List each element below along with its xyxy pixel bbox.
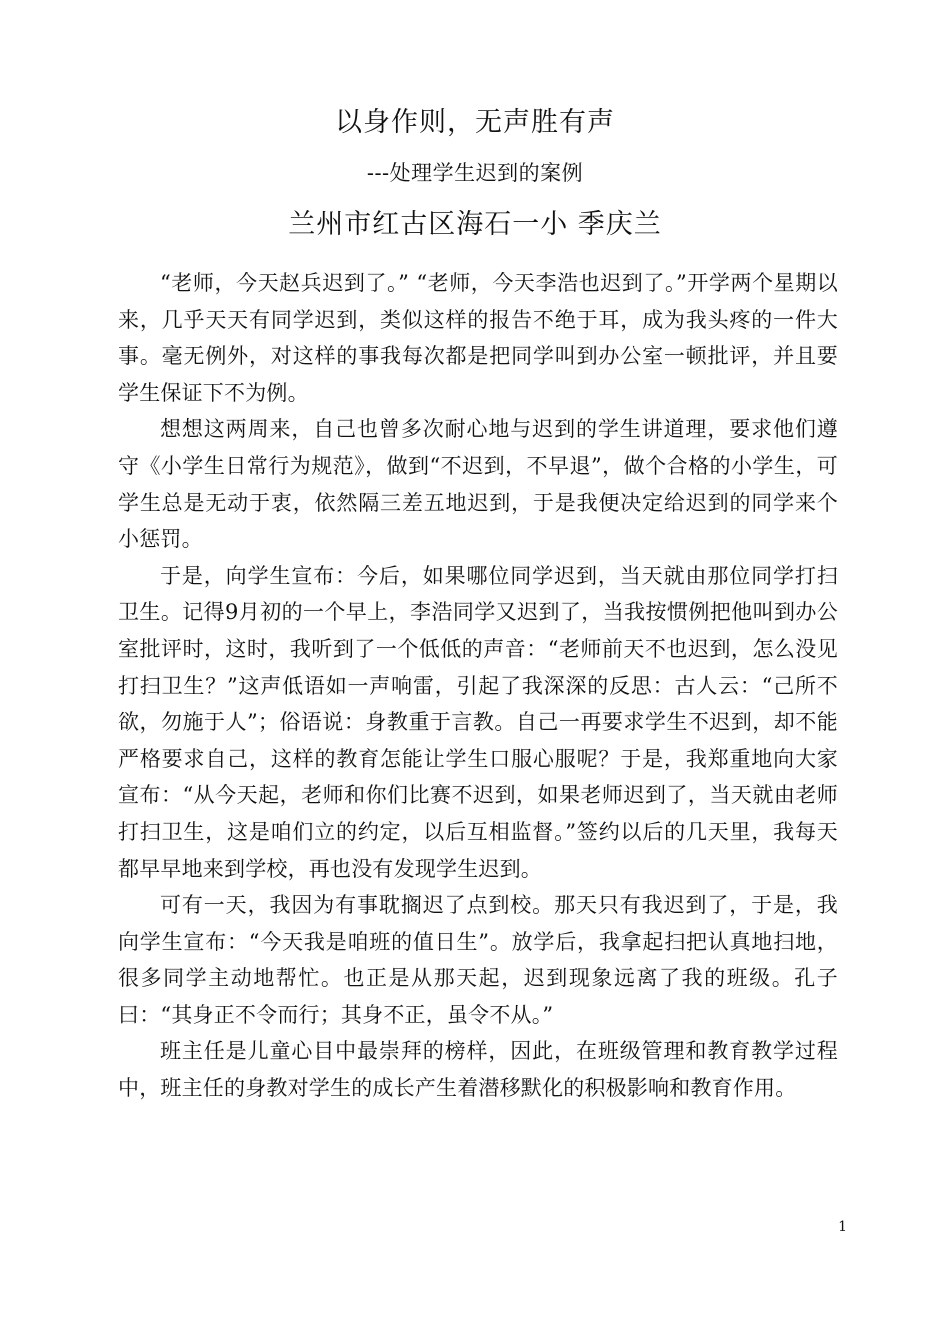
paragraph-4: 可有一天，我因为有事耽搁迟了点到校。那天只有我迟到了，于是，我向学生宣布：“今天我是咱班的值日生”。放学后，我拿起扫把认真地扫地，很多同学主动地帮忙。也正是从那天起，迟到现象远离了我的班级。孔子曰：“其身正不令而行；其身不正，虽令不从。” (118, 893, 838, 1027)
paragraph-2: 想想这两周来，自己也曾多次耐心地与迟到的学生讲道理，要求他们遵守《小学生日常行为规范》，做到“不迟到，不早退”，做个合格的小学生，可学生总是无动于衷，依然隔三差五地迟到，于是我便决定给迟到的同学来个小惩罚。 (118, 417, 838, 552)
author-line: 兰州市红古区海石一小 季庆兰 (288, 209, 662, 240)
paragraph-3: 于是，向学生宣布：今后，如果哪位同学迟到，当天就由那位同学打扫卫生。记得9月初的一个早上，李浩同学又迟到了，当我按惯例把他叫到办公室批评时，这时，我听到了一个低低的声音：“老师前天不也迟到，怎么没见打扫卫生？”这声低语如一声响雷，引起了我深深的反思：古人云：“己所不欲，勿施于人”；俗语说：身教重于言教。自己一再要求学生不迟到，却不能严格要求自己，这样的教育怎能让学生口服心服呢？于是，我郑重地向大家宣布：“从今天起，老师和你们比赛不迟到，如果老师迟到了，当天就由老师打扫卫生，这是咱们立的约定，以后互相监督。”签约以后的几天里，我每天都早早地来到学校，再也没有发现学生迟到。 (118, 563, 838, 881)
paragraph-1: “老师，今天赵兵迟到了。” “老师，今天李浩也迟到了。”开学两个星期以来，几乎天天有同学迟到，类似这样的报告不绝于耳，成为我头疼的一件大事。毫无例外，对这样的事我每次都是把同学叫到办公室一顿批评，并且要学生保证下不为例。 (118, 271, 838, 405)
paragraph-5: 班主任是儿童心目中最崇拜的榜样，因此，在班级管理和教育教学过程中，班主任的身教对学生的成长产生着潜移默化的积极影响和教育作用。 (118, 1039, 838, 1101)
document-subtitle: ---处理学生迟到的案例 (366, 161, 584, 185)
document-body (118, 265, 838, 1107)
page-number: 1 (838, 1219, 847, 1235)
document-title: 以身作则，无声胜有声 (335, 107, 615, 138)
